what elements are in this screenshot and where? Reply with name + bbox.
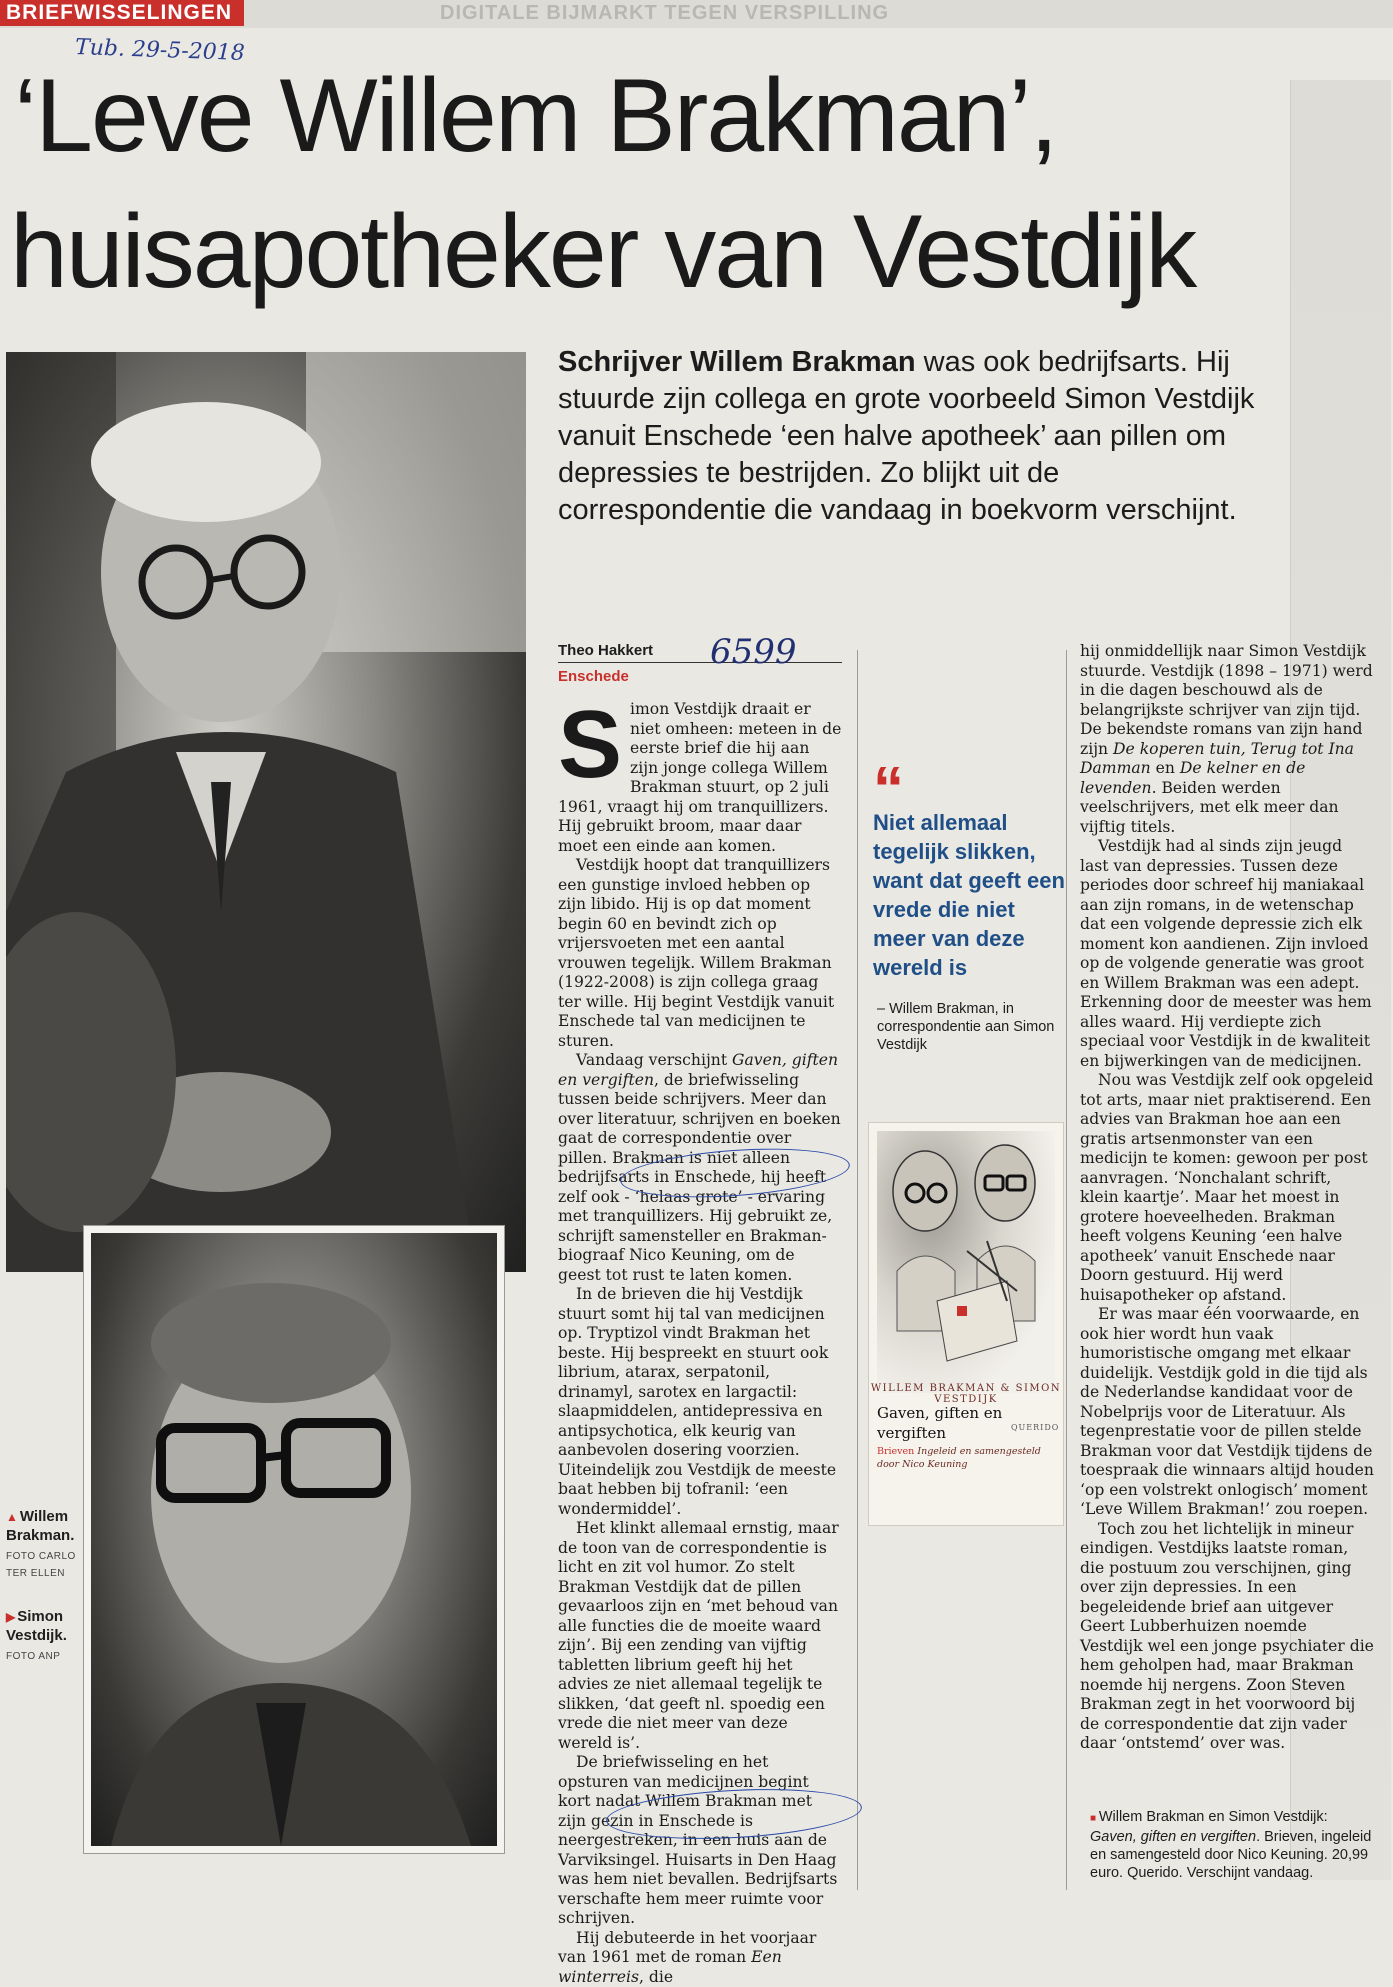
book-subtitle (877, 1445, 1057, 1471)
col3-p1-and: en (1151, 759, 1180, 777)
col3-paragraph-5: Toch zou het lichtelijk in mineur eindigen. Vestdijks laatste roman, die postuum zou verschijnen, ging over zijn depressies. In een begeleidende brief aan uitgever Geert Lubberhuizen noemde Vestdijk wel een jonge psychiater die hem geholpen had, maar Brakman noemde hij nergens. Zoon Steven Brakman zegt in het voorwoord bij de correspondentie dat zijn vader daar ‘ontstemd’ over was. (1080, 1520, 1374, 1754)
paragraph-3-title: Gaven, giften en vergiften (558, 1051, 838, 1089)
byline-place: Enschede (558, 668, 629, 685)
paragraph-7-title: Een winterreis (558, 1948, 782, 1986)
paragraph-7 (558, 1929, 842, 1987)
col3-paragraph-3: Nou was Vestdijk zelf ook opgeleid tot arts, maar niet praktiserend. Een advies van Brakman hoe aan een gratis artsenmonster van een medicijn te komen: gewoon per post aanvragen. ‘Nonchalant schrift, klein kaartje’. Maar het moest in grotere hoeveelheden. Brakman heeft volgens Keuning ‘een halve apotheek’ vanuit Enschede naar Doorn gestuurd. Hij werd huisapotheker op afstand. (1080, 1071, 1374, 1305)
caption-brakman-name-2: Brakman. (6, 1527, 74, 1545)
photo-simon-vestdijk (84, 1226, 504, 1853)
caption-brakman-name-1 (6, 1508, 68, 1526)
book-subtitle-label: Brieven (877, 1446, 914, 1457)
caption-up-triangle-icon: ▲ (6, 1510, 18, 1524)
paragraph-6: De briefwisseling en het opsturen van medicijnen begint kort nadat Willem Brakman met zijn gezin in Enschede is neergestreken, in een huis aan de Varviksingel. Huisarts in Den Haag was hem niet bevallen. Bedrijfsarts verschafte hem meer ruimte voor schrijven. (558, 1753, 842, 1929)
col3-paragraph-1 (1080, 642, 1374, 837)
headline-line-1: ‘Leve Willem Brakman’, (14, 64, 1057, 168)
book-info-line1: Willem Brakman en Simon Vestdijk: (1099, 1809, 1328, 1825)
paragraph-5: Het klinkt allemaal ernstig, maar de toon van de correspondentie is licht en zit vol humor. Zo stelt Brakman Vestdijk dat de pillen gevaarloos zijn en ‘met behoud van alle functies die de moeite waard zijn’. Bij een zending van vijftig tabletten librium geeft hij het advies ze niet allemaal tegelijk te slikken, ‘dat geeft nl. spoedig een vrede die niet meer van deze wereld is’. (558, 1519, 842, 1753)
paragraph-3-a: Vandaag verschijnt (576, 1051, 732, 1069)
handwritten-date: Tub. 29-5-2018 (75, 35, 246, 66)
caption-brakman-credit-2: TER ELLEN (6, 1567, 65, 1581)
paragraph-4: In de brieven die hij Vestdijk stuurt somt hij tal van medicijnen op. Tryptizol vindt Brakman het beste. Hij bespreekt en stuurt ook librium, atarax, serpatonil, drinamyl, sarotex en largactil: slaapmiddelen, antidepressiva en antipsychotica, elk keurig van aanbevolen dosering voorzien. Uiteindelijk zou Vestdijk de meeste baat hebben bij tofranil: ‘een wondermiddel’. (558, 1285, 842, 1519)
caption-right-triangle-icon: ▶ (6, 1610, 15, 1624)
col3-p1-end: . Beiden werden veelschrijvers, met elk meer dan vijftig titels. (1080, 779, 1339, 836)
col3-p1-title2: De kelner en de levenden (1080, 759, 1305, 797)
paragraph-7-b: , die (639, 1968, 673, 1986)
col3-p1-titles: De koperen tuin, Terug tot Ina Damman (1080, 740, 1354, 778)
article-intro (558, 344, 1258, 529)
dropcap: S (558, 704, 622, 786)
paragraph-1 (558, 700, 842, 856)
caption-vestdijk-first: Simon (17, 1608, 63, 1625)
book-info (1090, 1808, 1376, 1882)
intro-rest: was ook bedrijfsarts. Hij stuurde zijn collega en grote voorbeeld Simon Vestdijk vanuit Enschede ‘een halve apotheek’ aan pillen om depressies te bestrijden. Zo blijkt uit de correspondentie die vandaag in boekvorm verschijnt. (558, 346, 1254, 526)
book-publisher: QUERIDO (1011, 1423, 1059, 1432)
byline-rule (558, 662, 842, 663)
book-subtitle-text: Ingeleid en samengesteld door Nico Keuning (877, 1446, 1041, 1470)
quote-mark-icon: “ (873, 760, 904, 820)
caption-brakman-credit-1: FOTO CARLO (6, 1550, 76, 1564)
pull-quote-attribution: – Willem Brakman, in correspondentie aan Simon Vestdijk (877, 1000, 1067, 1054)
article-column-3 (1080, 642, 1374, 1754)
paragraph-1-text: imon Vestdijk draait er niet omheen: meteen in de eerste brief die hij aan zijn jonge collega Willem Brakman stuurt, op 2 juli 1961, vraagt hij om tranquillizers. Hij gebruikt broom, maar daar moet een einde aan komen. (558, 700, 841, 855)
book-authors: WILLEM BRAKMAN & SIMON VESTDIJK (869, 1383, 1063, 1405)
ghost-header: DIGITALE BIJMARKT TEGEN VERSPILLING (440, 2, 889, 25)
book-cover-illustration (877, 1131, 1055, 1393)
pull-quote: Niet allemaal tegelijk slikken, want dat geeft een vrede die niet meer van deze wereld is (873, 808, 1073, 982)
paragraph-7-a: Hij debuteerde in het voorjaar van 1961 met de roman (558, 1929, 816, 1967)
col3-paragraph-2: Vestdijk had al sinds zijn jeugd last van depressies. Tussen deze periodes door schreef hij maniakaal aan zijn romans, in de wetenschap dat een volgende depressie zich elk moment kon aandienen. Zijn invloed op de volgende generatie was groot en Willem Brakman was een adept. Erkenning door de meester was hem alles waard. Hij verdiepte zich speciaal voor Vestdijk in de kwaliteit en bijwerkingen van de medicijnen. (1080, 837, 1374, 1071)
caption-vestdijk-credit: FOTO ANP (6, 1650, 60, 1664)
brakman-portrait-illustration (6, 352, 526, 1272)
photo-willem-brakman (6, 352, 526, 1272)
caption-brakman-first: Willem (20, 1508, 68, 1525)
caption-vestdijk-name-1 (6, 1608, 63, 1626)
caricature-illustration (877, 1131, 1055, 1393)
paragraph-2: Vestdijk hoopt dat tranquillizers een gunstige invloed hebben op zijn libido. Hij is op dat moment begin 60 en bevindt zich op vrijersvoeten met een aantal vrouwen tegelijk. Willem Brakman (1922-2008) is zijn collega graag ter wille. Hij begint Vestdijk vanuit Enschede tal van medicijnen te sturen. (558, 856, 842, 1051)
caption-vestdijk-name-2: Vestdijk. (6, 1627, 67, 1645)
byline-author: Theo Hakkert (558, 642, 653, 659)
paragraph-3-b: , de briefwisseling tussen beide schrijvers. Meer dan over literatuur, schrijven en boeken gaat de correspondentie over pillen. Brakman is niet alleen bedrijfsarts in Enschede, hij heeft zelf ook - ‘helaas grote’ - ervaring met tranquillizers. Hij gebruikt ze, schrijft samensteller en Brakman-biograaf Nico Keuning, om de geest tot rust te laten komen. (558, 1071, 841, 1284)
book-cover (868, 1122, 1064, 1526)
column-divider-1 (857, 650, 858, 1890)
headline-line-2: huisapotheker van Vestdijk (10, 200, 1195, 304)
col3-paragraph-4: Er was maar één voorwaarde, en ook hier wordt hun vaak humoristische omgang met elkaar duidelijk. Vestdijk gold in die tijd als de Nederlandse kandidaat voor de Nobelprijs voor de Literatuur. Als tegenprestatie voor de pillen stelde Brakman voor dat Vestdijk tijdens de toespraak die winnaars altijd houden ‘op een volstrekt onlogisch’ moment ‘Leve Willem Brakman!’ zou roepen. (1080, 1305, 1374, 1520)
book-title: Gaven, giften en vergiften (877, 1403, 1055, 1443)
book-info-title: Gaven, giften en vergiften (1090, 1829, 1256, 1845)
book-info-rest: . Brieven, ingeleid en samengesteld door Nico Keuning. 20,99 euro. Querido. Verschijnt vandaag. (1090, 1829, 1371, 1881)
col3-p1-text: hij onmiddellijk naar Simon Vestdijk stuurde. Vestdijk (1898 – 1971) werd in die dagen beschouwd als de belangrijkste schrijver van zijn tijd. De bekendste romans van zijn hand zijn (1080, 642, 1373, 758)
red-square-icon: ■ (1090, 1813, 1099, 1824)
vestdijk-portrait-illustration (91, 1233, 497, 1846)
intro-lead: Schrijver Willem Brakman (558, 346, 916, 378)
handwritten-number: 6599 (710, 632, 797, 672)
section-tag: BRIEFWISSELINGEN (0, 0, 244, 26)
